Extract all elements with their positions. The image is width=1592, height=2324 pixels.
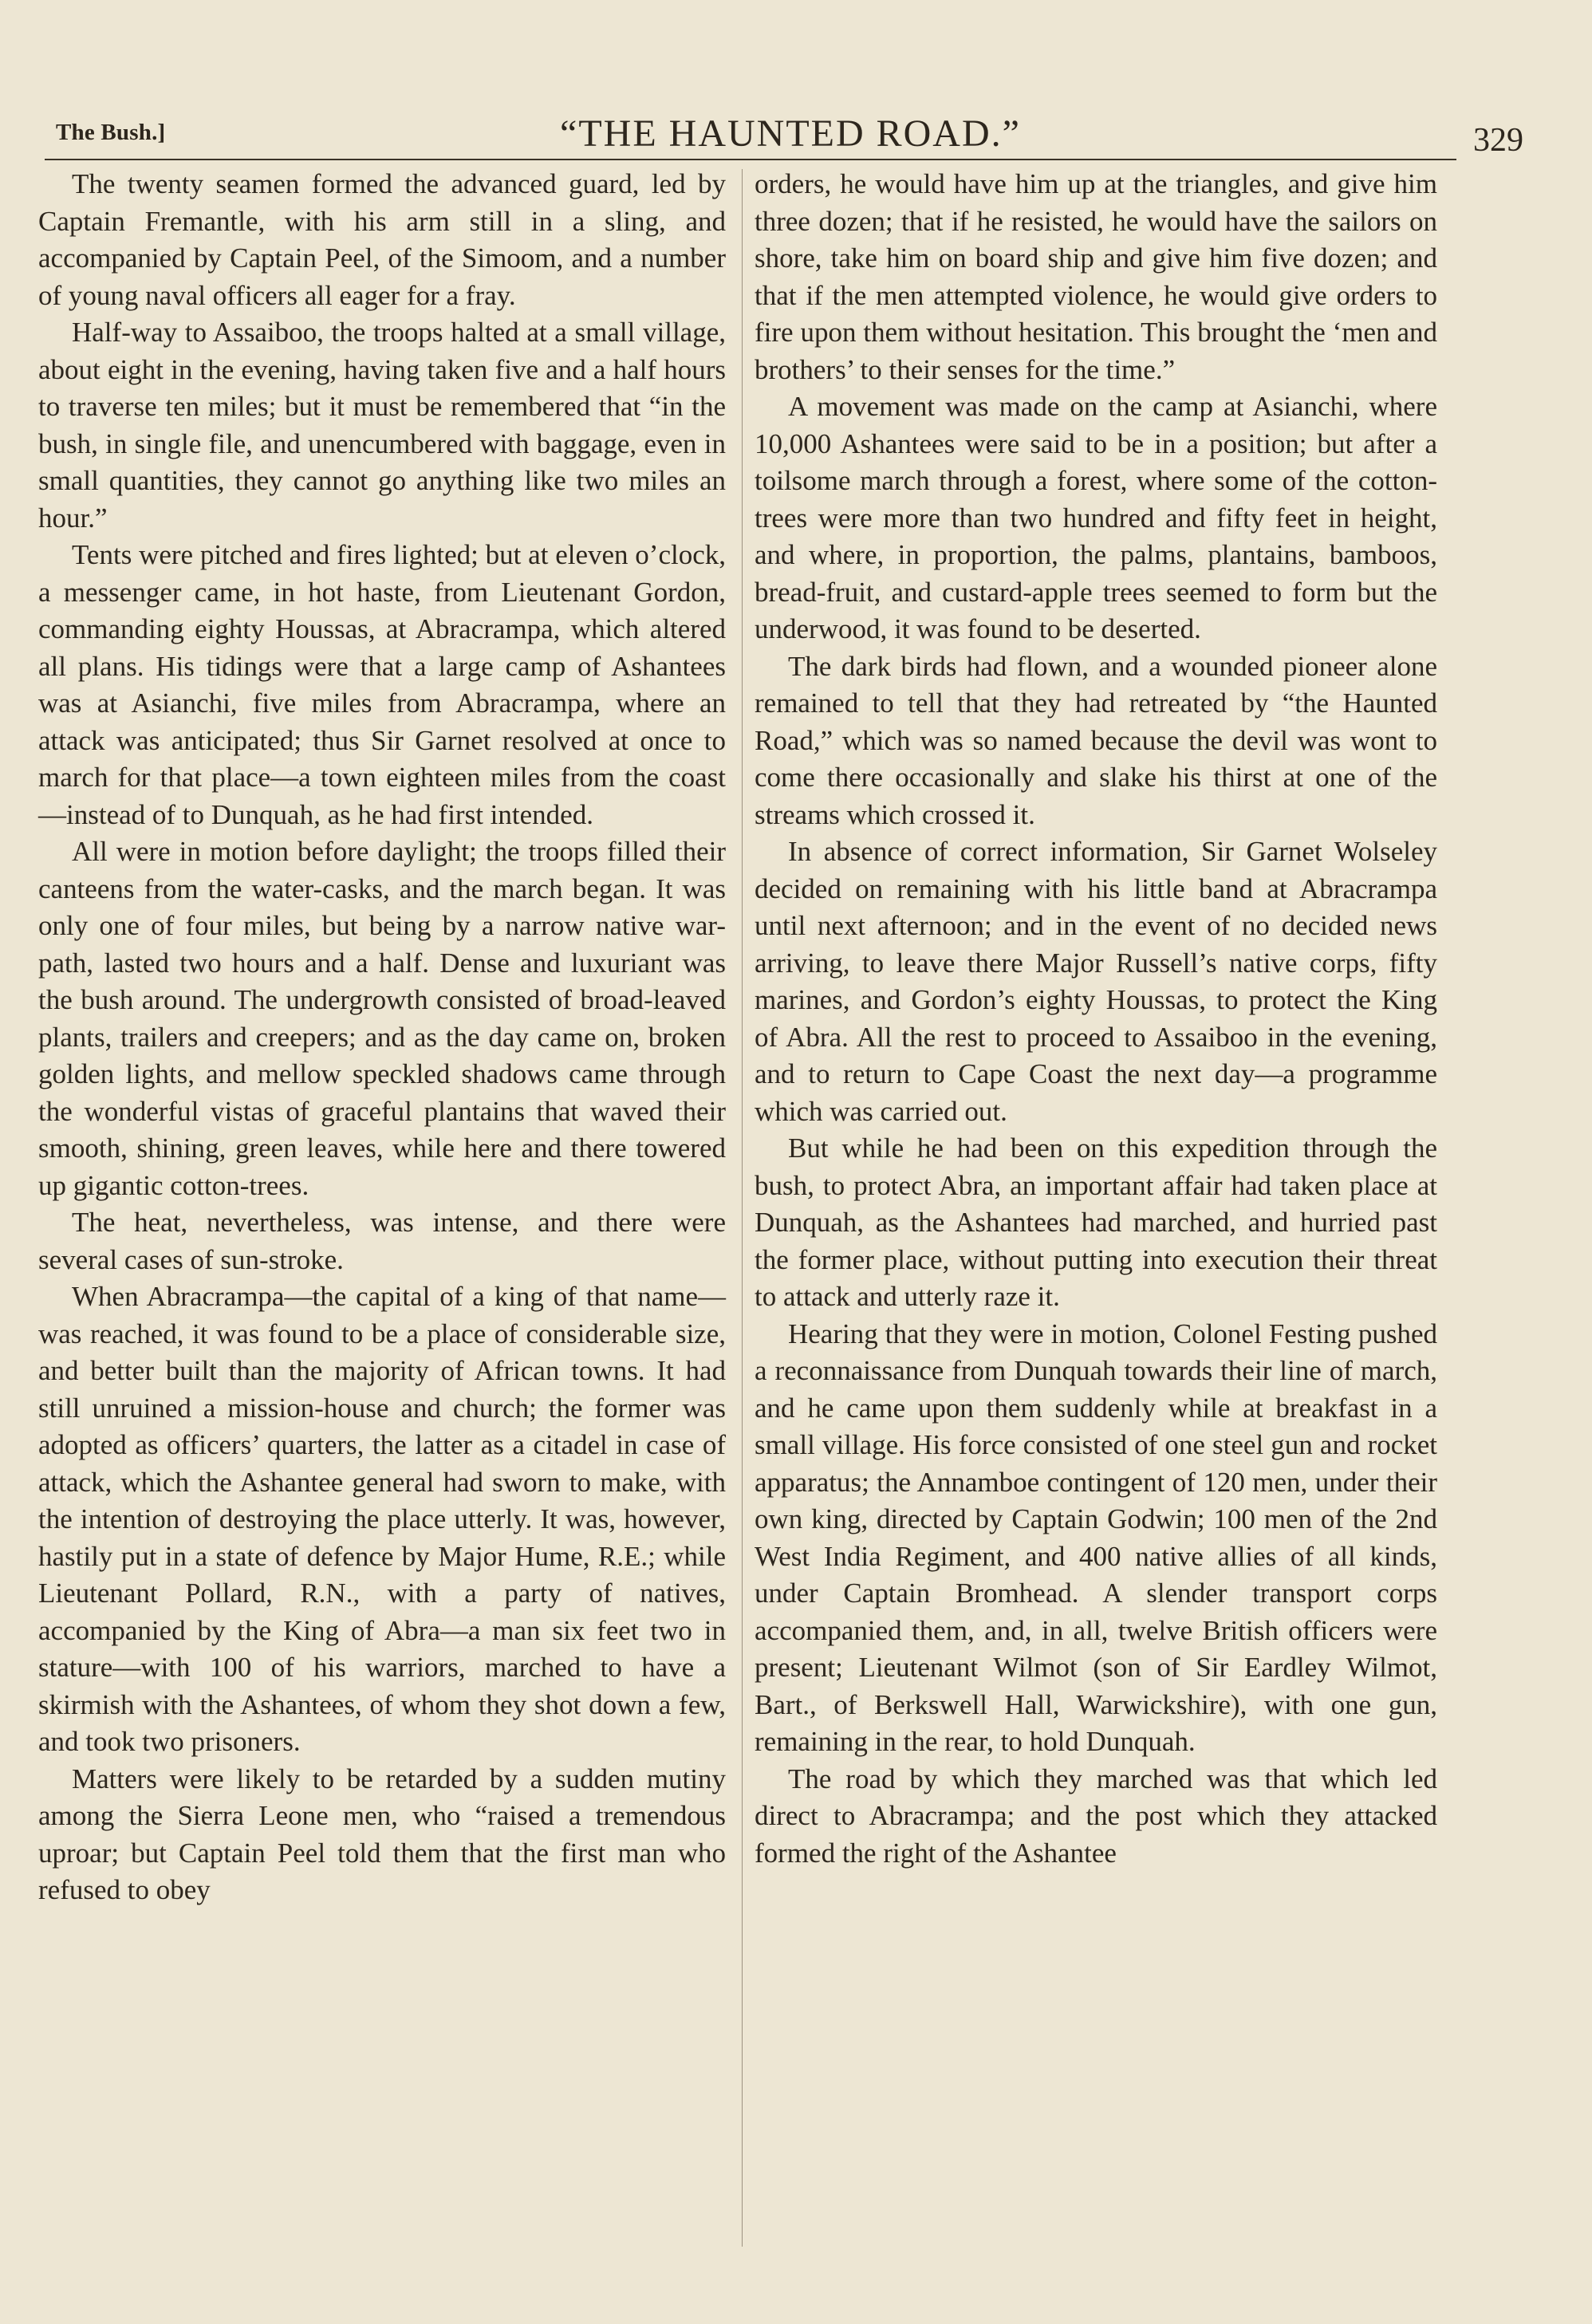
paragraph: A movement was made on the camp at Asianchi, where 10,000 Ashantees were said to be in a position; but after a toilsome march through a forest, where some of the cotton-trees were more than two hundred and fifty feet in height, and where, in proportion, the palms, plantains, bamboos, bread-fruit, and custard-apple trees seemed to form but the underwood, it was found to be deserted. (755, 391, 1437, 644)
paragraph: The road by which they marched was that which led direct to Abracrampa; and the post which they attacked formed the right of the Ashantee (755, 1763, 1437, 1869)
paragraph: But while he had been on this expedition through the bush, to protect Abra, an important affair had taken place at Dunquah, as the Ashantees had marched, and hurried past the former place, without putting into execution their threat to attack and utterly raze it. (755, 1132, 1437, 1312)
paragraph: Hearing that they were in motion, Colonel Festing pushed a reconnaissance from Dunquah towards their line of march, and he came upon them suddenly while at breakfast in a small village. His force consisted of one steel gun and rocket apparatus; the Annamboe contingent of 120 men, under their own king, directed by Captain Godwin; 100 men of the 2nd West India Regiment, and 400 native allies of all kinds, under Captain Bromhead. A slender transport corps accompanied them, and, in all, twelve British officers were present; Lieutenant Wilmot (son of Sir Eardley Wilmot, Bart., of Berkswell Hall, Warwickshire), with one gun, remaining in the rear, to hold Dunquah. (755, 1318, 1437, 1757)
paragraph: Half-way to Assaiboo, the troops halted at a small village, about eight in the evening, having taken five and a half hours to traverse ten miles; but it must be remembered that “in the bush, in single file, and unencumbered with baggage, even in small quantities, they cannot go anything like two miles an hour.” (38, 317, 726, 534)
running-header (53, 112, 1528, 159)
paragraph: The twenty seamen formed the advanced guard, led by Captain Fremantle, with his arm still in a sling, and accompanied by Captain Peel, of the Simoom, and a number of young naval officers all eager for a fray. (38, 168, 726, 311)
paragraph: The heat, nevertheless, was intense, and there were several cases of sun-stroke. (38, 1207, 726, 1275)
page-number: 329 (1473, 122, 1523, 159)
paragraph-continued: orders, he would have him up at the triangles, and give him three dozen; that if he resisted, he would have the sailors on shore, take him on board ship and give him five dozen; and that if the men attempted violence, he would give orders to fire upon them without hesitation. This brought the ‘men and brothers’ to their senses for the time.” (755, 168, 1437, 385)
running-title: “THE HAUNTED ROAD.” (560, 112, 1021, 155)
header-rule (45, 159, 1456, 160)
paragraph: Tents were pitched and fires lighted; but at eleven o’clock, a messenger came, in hot haste, from Lieutenant Gordon, commanding eighty Houssas, at Abracrampa, which altered all plans. His tidings were that a large camp of Ashantees was at Asianchi, five miles from Abracrampa, where an attack was anticipated; thus Sir Garnet resolved at once to march for that place—a town eighteen miles from the coast—instead of to Dunquah, as he had first intended. (38, 539, 726, 830)
section-tag: The Bush.] (56, 120, 166, 145)
paragraph: In absence of correct information, Sir Garnet Wolseley decided on remaining with his little band at Abracrampa until next afternoon; and in the event of no decided news arriving, to leave there Major Russell’s native corps, fifty marines, and Gordon’s eighty Houssas, to protect the King of Abra. All the rest to proceed to Assaiboo in the evening, and to return to Cape Coast the next day—a programme which was carried out. (755, 836, 1437, 1127)
left-column (38, 166, 726, 1909)
paragraph: Matters were likely to be retarded by a sudden mutiny among the Sierra Leone men, who “raised a tremendous uproar; but Captain Peel told them that the first man who refused to obey (38, 1763, 726, 1905)
paragraph: The dark birds had flown, and a wounded pioneer alone remained to tell that they had retreated by “the Haunted Road,” which was so named because the devil was wont to come there occasionally and slake his thirst at one of the streams which crossed it. (755, 650, 1437, 830)
right-column (755, 166, 1437, 1872)
paragraph: When Abracrampa—the capital of a king of that name—was reached, it was found to be a place of considerable size, and better built than the majority of African towns. It had still unruined a mission-house and church; the former was adopted as officers’ quarters, the latter as a citadel in case of attack, which the Ashantee general had sworn to make, with the intention of destroying the place utterly. It was, however, hastily put in a state of defence by Major Hume, R.E.; while Lieutenant Pollard, R.N., with a party of natives, accompanied by the King of Abra—a man six feet two in stature—with 100 of his warriors, marched to have a skirmish with the Ashantees, of whom they shot down a few, and took two prisoners. (38, 1281, 726, 1757)
column-divider (742, 169, 743, 2247)
paragraph: All were in motion before daylight; the troops filled their canteens from the water-casks, and the march began. It was only one of four miles, but being by a narrow native war-path, lasted two hours and a half. Dense and luxuriant was the bush around. The undergrowth consisted of broad-leaved plants, trailers and creepers; and as the day came on, broken golden lights, and mellow speckled shadows came through the wonderful vistas of graceful plantains that waved their smooth, shining, green leaves, while here and there towered up gigantic cotton-trees. (38, 836, 726, 1201)
